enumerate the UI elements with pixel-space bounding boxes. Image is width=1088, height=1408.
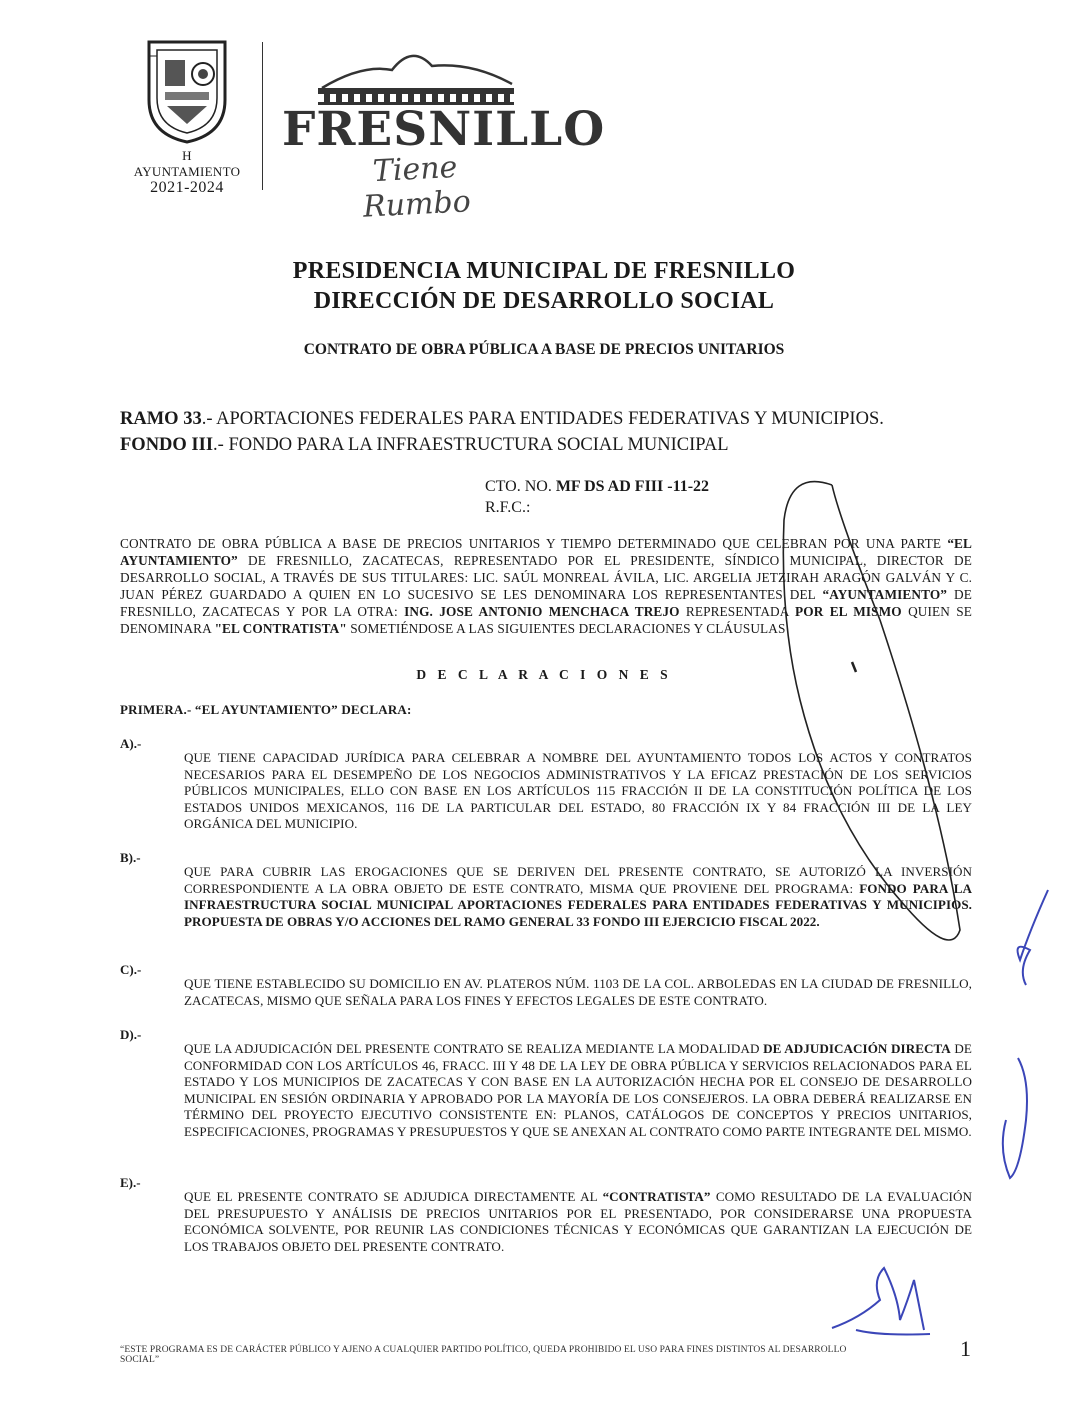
intro-text-1: CONTRATO DE OBRA PÚBLICA A BASE DE PRECIOS UNITARIOS Y TIEMPO DETERMINADO QUE CELEBRAN POR UNA PARTE [120,536,948,551]
intro-paragraph [120,535,972,637]
item-d-plain-2: DE CONFORMIDAD CON LOS ARTÍCULOS 46, FRACC. III Y 48 DE LA LEY DE OBRA PÚBLICA Y SERVICIOS RELACIONADOS PARA EL ESTADO Y LOS MUNICIPIOS DE ZACATECAS Y CON BASE EN LA AUTORIZACIÓN HECHA POR EL CONSEJO DE DESARROLLO MUNICIPAL EN SESIÓN ORDINARIA Y APROBADO POR LA MAYORÍA DE LOS CONSEJEROS. LA OBRA DEBERÁ REALIZARSE EN TÉRMINO DEL PROYECTO EJECUTIVO CONSISTENTE EN: PLANOS, CATÁLOGOS DE CONCEPTOS Y PRECIOS UNITARIOS, ESPECIFICACIONES, PROGRAMAS Y PRESUPUESTOS Y QUE SE ANEXAN AL CONTRATO COMO PARTE INTEGRANTE DEL MISMO. [184,1041,972,1139]
item-c-text: QUE TIENE ESTABLECIDO SU DOMICILIO EN AV. PLATEROS NÚM. 1103 DE LA COL. ARBOLEDAS EN LA CIUDAD DE FRESNILLO, ZACATECAS, MISMO QUE SEÑALA PARA LOS FINES Y EFECTOS LEGALES DE ESTE CONTRATO. [184,976,972,1008]
fondo-label: FONDO III [120,435,214,455]
intro-bold-4: POR EL MISMO [795,604,902,619]
title-direccion: DIRECCIÓN DE DESARROLLO SOCIAL [313,288,775,314]
item-b-text [184,864,972,930]
rfc-label: R.F.C.: [485,499,531,516]
title-contract-type: CONTRATO DE OBRA PÚBLICA A BASE DE PRECIOS UNITARIOS [303,341,785,358]
item-e-bold: “CONTRATISTA” [602,1189,711,1204]
intro-text-5: QUIEN SE DENOMINARA [120,604,972,636]
item-d-label: D).- [120,1027,142,1042]
seal-caption-ayuntamiento: H AYUNTAMIENTO [133,148,241,179]
fresnillo-logo-word: FRESNILLO [282,102,606,157]
item-d-plain-1: QUE LA ADJUDICACIÓN DEL PRESENTE CONTRATO SE REALIZA MEDIANTE LA MODALIDAD [184,1041,764,1056]
item-a-label: A).- [120,736,142,751]
ramo-text: .- APORTACIONES FEDERALES PARA ENTIDADES FEDERATIVAS Y MUNICIPIOS. [201,409,884,429]
declaraciones-heading: D E C L A R A C I O N E S [416,667,672,682]
item-b-bold: FONDO PARA LA INFRAESTRUCTURA SOCIAL MUNICIPAL APORTACIONES FEDERALES PARA ENTIDADES FEDERATIVAS Y MUNICIPIOS. PROPUESTA DE OBRAS Y/O ACCIONES DEL RAMO GENERAL 33 FONDO III EJERCICIO FISCAL 2022. [184,880,973,929]
footer-disclaimer: “ESTE PROGRAMA ES DE CARÁCTER PÚBLICO Y AJENO A CUALQUIER PARTIDO POLÍTICO, QUEDA PROHIBIDO EL USO PARA FINES DISTINTOS AL DESARROLLO SOCIAL” [120,1345,847,1365]
seal-caption-period: 2021-2024 [150,179,224,196]
item-a-text: QUE TIENE CAPACIDAD JURÍDICA PARA CELEBRAR A NOMBRE DEL AYUNTAMIENTO TODOS LOS ACTOS Y CONTRATOS NECESARIOS PARA EL DESEMPEÑO DE LOS NEGOCIOS ADMINISTRATIVOS Y LA EFICAZ PRESTACIÓN DE LOS SERVICIOS PÚBLICOS MUNICIPALES, ELLO CON BASE EN LOS ARTÍCULOS 115 FRACCIÓN II DE LA CONSTITUCIÓN POLÍTICA DE LOS ESTADOS UNIDOS MEXICANOS, 116 DE LA PARTICULAR DEL ESTADO, 80 FRACCIÓN IX Y 84 FRACCIÓN III DE LA LEY ORGÁNICA DEL MUNICIPIO. [184,750,972,832]
contract-number-block [485,476,709,518]
municipal-seal-icon [141,38,233,144]
intro-text-2: DE FRESNILLO, ZACATECAS, REPRESENTADO POR EL PRESIDENTE, SÍNDICO MUNICIPAL, DIRECTOR DE DESARROLLO SOCIAL, A TRAVÉS DE SUS TITULARES: LIC. SAÚL MONREAL ÁVILA, LIC. ARGELIA JETZIRAH ARAGÓN GALVÁN Y C. JUAN PÉREZ GUARDADO A QUIEN EN LO SUCESIVO SE LES DENOMINARA LOS REPRESENTANTES DEL [120,553,972,602]
cto-value: MF DS AD FIII -11-22 [555,478,710,495]
item-b-plain: QUE PARA CUBRIR LAS EROGACIONES QUE SE DERIVEN DEL PRESENTE CONTRATO, SE AUTORIZÓ LA INVERSIÓN CORRESPONDIENTE A LA OBRA OBJETO DE ESTE CONTRATO, MISMA QUE PROVIENE DEL PROGRAMA: [184,864,972,896]
item-d-text [184,1041,972,1141]
intro-bold-5: "EL CONTRATISTA" [214,621,347,636]
item-b-label: B).- [120,850,141,865]
municipal-seal [128,38,246,196]
signature-blue-2 [1003,1058,1027,1178]
item-e-plain-1: QUE EL PRESENTE CONTRATO SE ADJUDICA DIRECTAMENTE AL [184,1189,603,1204]
intro-text-3: DE FRESNILLO, ZACATECAS Y POR LA OTRA: [120,587,972,619]
intro-bold-2: “AYUNTAMIENTO” [822,587,948,602]
item-d-bold: DE ADJUDICACIÓN DIRECTA [763,1041,951,1056]
title-presidencia: PRESIDENCIA MUNICIPAL DE FRESNILLO [292,258,796,284]
header-divider [262,42,263,190]
item-c-label: C).- [120,962,142,977]
page-number: 1 [960,1336,971,1361]
intro-text-4: REPRESENTADA [679,604,796,619]
primera-heading: PRIMERA.- “EL AYUNTAMIENTO” DECLARA: [120,702,412,717]
signature-blue-1 [1018,890,1048,985]
fresnillo-logo-tagline: Tiene Rumbo [362,149,472,225]
fondo-text: .- FONDO PARA LA INFRAESTRUCTURA SOCIAL MUNICIPAL [213,435,729,455]
item-e-text [184,1189,972,1255]
intro-bold-1: “EL AYUNTAMIENTO” [120,536,972,568]
signature-blue-3 [832,1268,930,1335]
cto-label: CTO. NO. [485,478,552,495]
item-e-plain-2: COMO RESULTADO DE LA EVALUACIÓN DEL PRESUPUESTO Y ANÁLISIS DE PRECIOS UNITARIOS POR EL PRESENTADO, POR CONSIDERARSE UNA PROPUESTA ECONÓMICA SOLVENTE, POR REUNIR LAS CONDICIONES TÉCNICAS Y ECONÓMICAS QUE GARANTIZAN LA EJECUCIÓN DE LOS TRABAJOS OBJETO DEL PRESENTE CONTRATO. [184,1189,972,1254]
intro-bold-3: ING. JOSE ANTONIO MENCHACA TREJO [404,604,680,619]
intro-text-6: SOMETIÉNDOSE A LAS SIGUIENTES DECLARACIONES Y CLÁUSULAS [346,621,786,636]
item-e-label: E).- [120,1175,141,1190]
ramo-fondo-block [120,406,884,458]
ramo-label: RAMO 33 [120,409,202,429]
